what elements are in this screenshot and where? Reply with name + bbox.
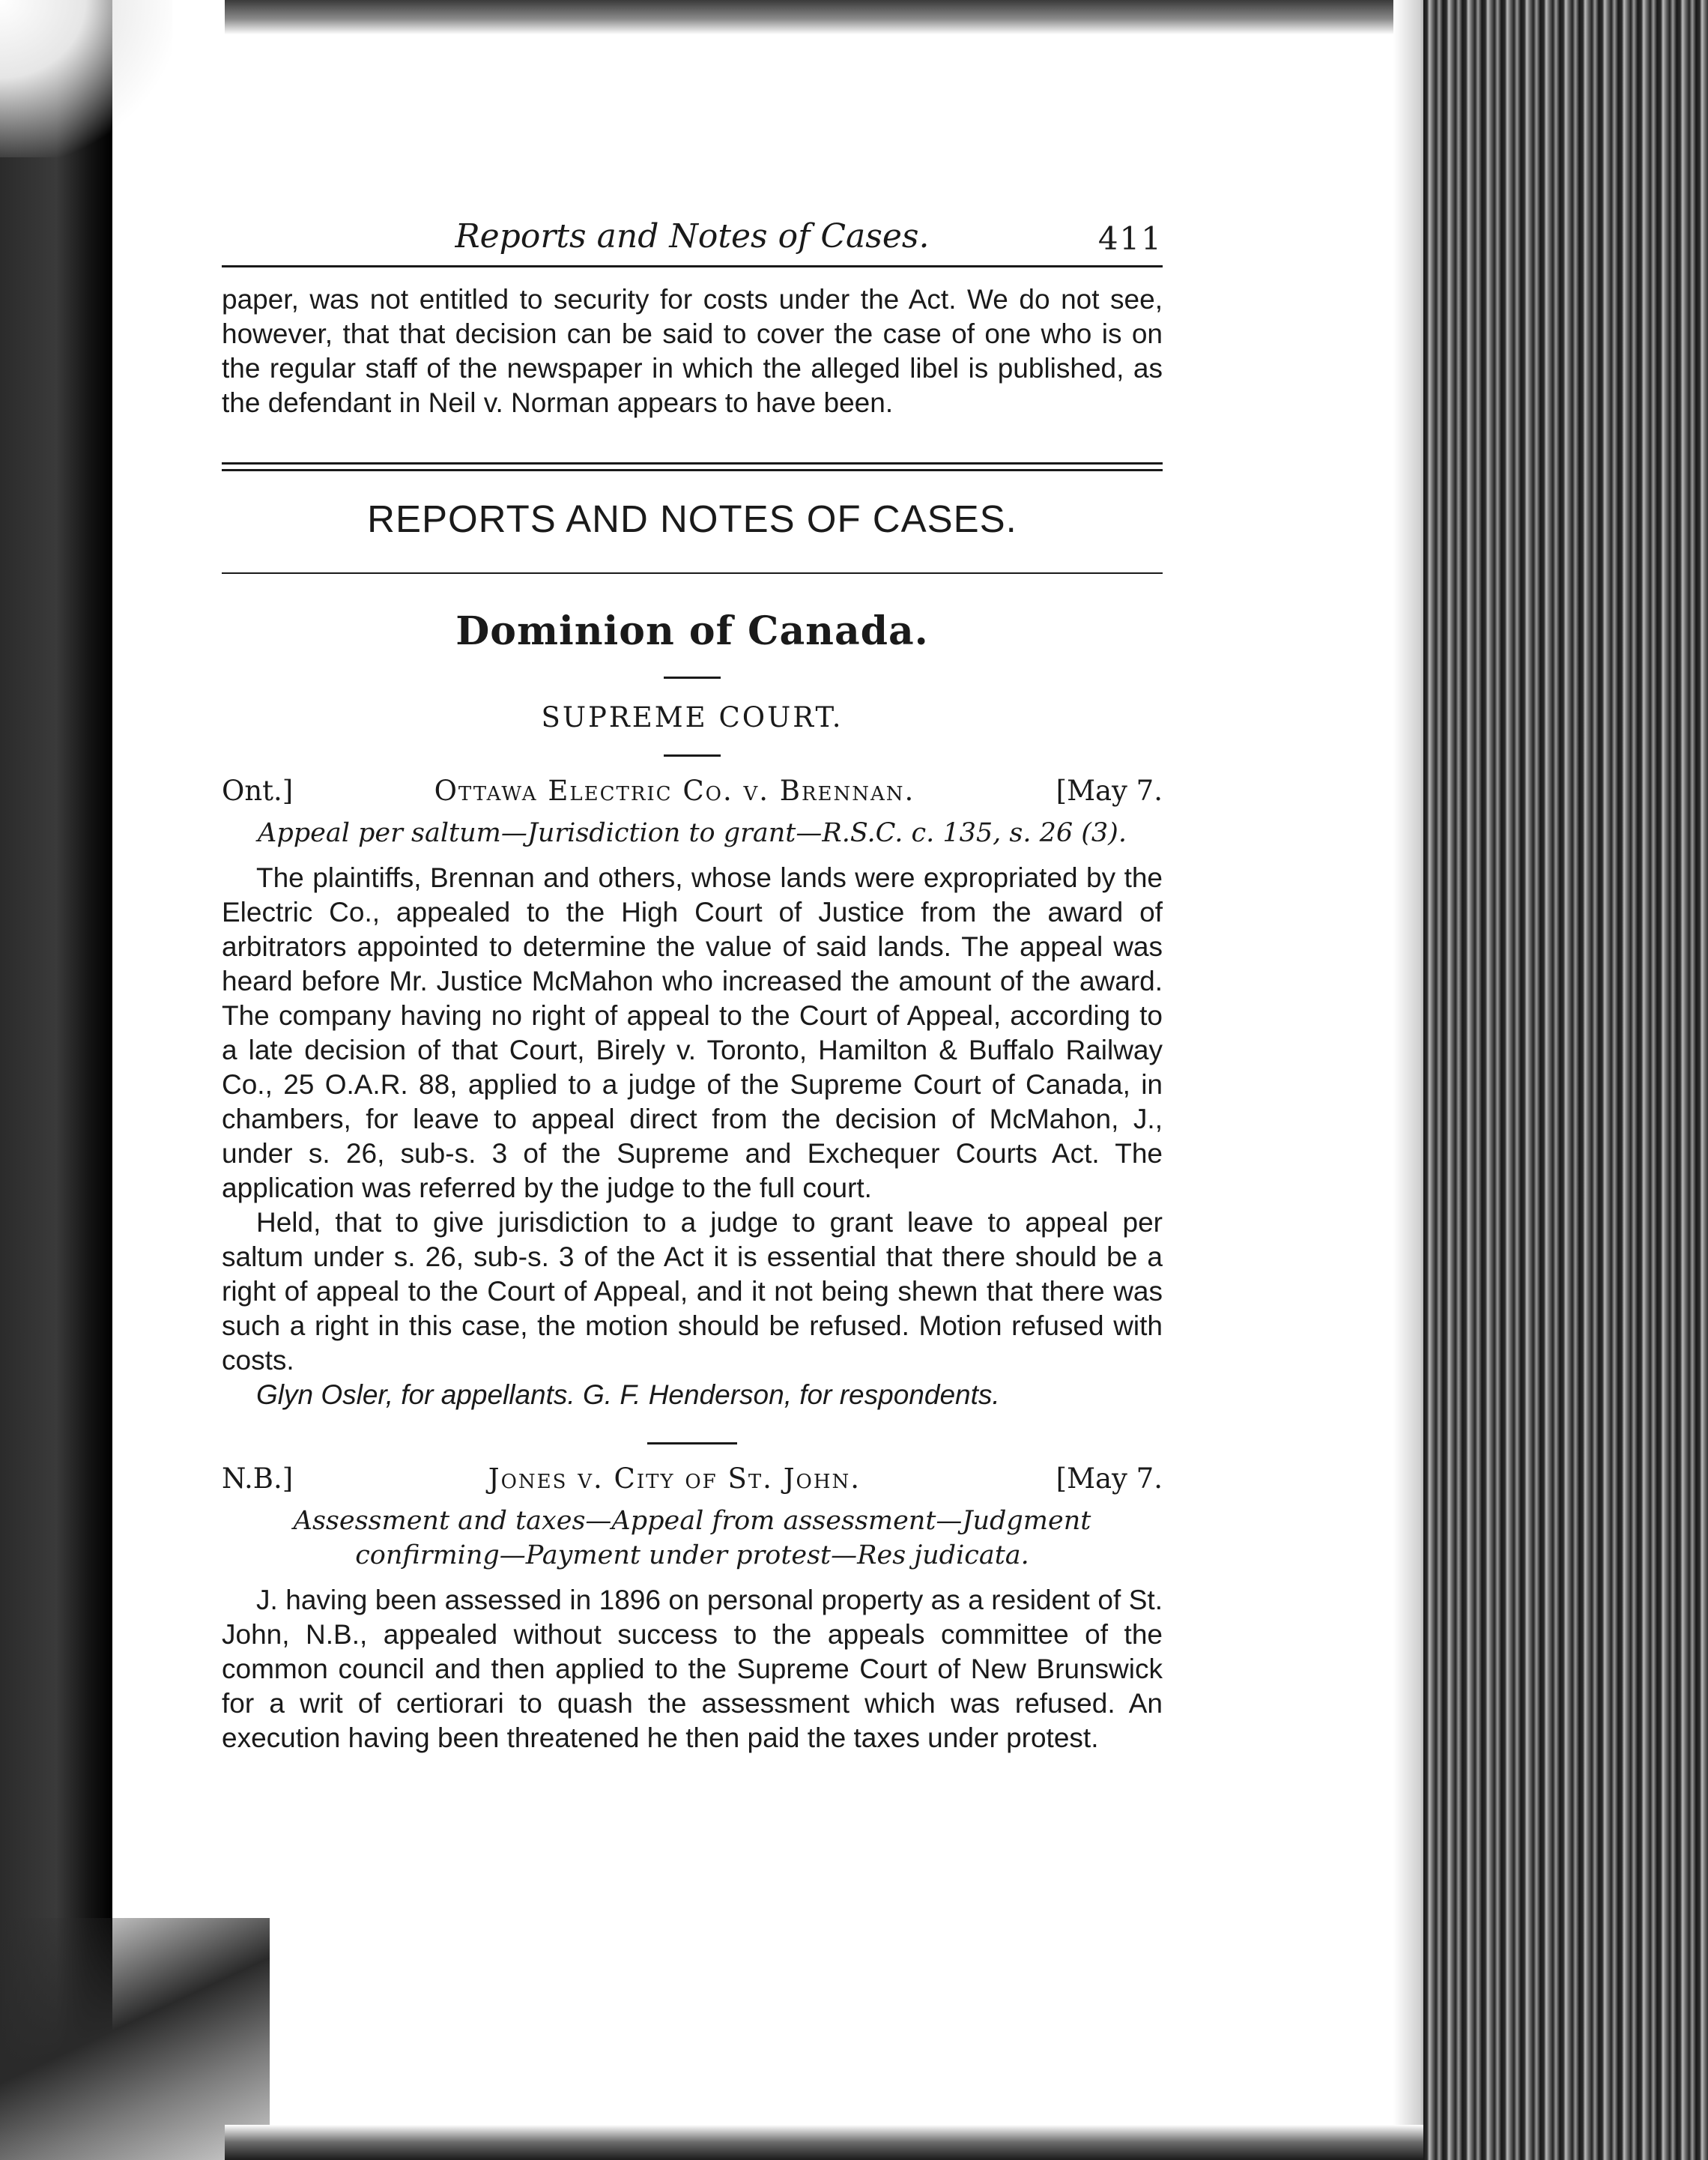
scan-border-bottom [225, 2125, 1423, 2160]
case-entry [222, 775, 1163, 1412]
intro-paragraph: paper, was not entitled to security for costs under the Act. We do not see, however, that that decision can be said to cover the case of one who is on the regular staff of the newspaper in which the alleged libel is published, as the defendant in Neil v. Norman appears to have been. [222, 284, 1163, 418]
page-number: 411 [1097, 220, 1163, 257]
scan-border-left [0, 0, 112, 2160]
case-caption [222, 775, 1163, 807]
running-title: Reports and Notes of Cases. [455, 217, 930, 255]
case-headnote: Assessment and taxes—Appeal from assessment—Judgment confirming—Payment under protest—Res judicata. [293, 1506, 1091, 1570]
case-date: [May 7. [1056, 775, 1163, 807]
case-caption [222, 1462, 1163, 1495]
divider [664, 677, 721, 679]
section-title: REPORTS AND NOTES OF CASES. [367, 497, 1017, 540]
header-rule [222, 265, 1163, 267]
scan-book-spine-right [1423, 0, 1708, 2160]
running-head [222, 217, 1163, 265]
court-heading: SUPREME COURT. [541, 701, 844, 733]
case-entry [222, 1462, 1163, 1755]
scan-corner-top-left [0, 0, 172, 157]
section-double-rule [222, 462, 1163, 471]
divider [647, 1442, 737, 1444]
scan-corner-bottom-left [0, 1918, 270, 2160]
divider [664, 754, 721, 757]
case-headnote: Appeal per saltum—Jurisdiction to grant—R.S.C. c. 135, s. 26 (3). [258, 818, 1127, 848]
case-paragraph: J. having been assessed in 1896 on personal property as a resident of St. John, N.B., appealed without success to the appeals committee of the common council and then applied to the Supreme Court of New Brunswick for a writ of certiorari to quash the assessment which was refused. An execution having been threatened he then paid the taxes under protest. [222, 1585, 1163, 1753]
page-content [222, 217, 1163, 1755]
jurisdiction-heading: Dominion of Canada. [455, 608, 929, 654]
scan-border-top [225, 0, 1483, 34]
case-title: Jones v. City of St. John. [488, 1462, 861, 1495]
section-rule [222, 572, 1163, 574]
case-province: N.B.] [222, 1462, 294, 1495]
case-date: [May 7. [1056, 1462, 1163, 1495]
case-paragraph: Held, that to give jurisdiction to a judge to grant leave to appeal per saltum under s. 26, sub-s. 3 of the Act it is essential that there should be a right of appeal to the Court of Appeal, and it not being shewn that there was such a right in this case, the motion should be refused. Motion refused with costs. [222, 1207, 1163, 1376]
case-province: Ont.] [222, 775, 294, 807]
case-title: Ottawa Electric Co. v. Brennan. [434, 775, 915, 807]
case-counsel: Glyn Osler, for appellants. G. F. Henderson, for respondents. [256, 1379, 1000, 1410]
case-paragraph: The plaintiffs, Brennan and others, whose lands were expropriated by the Electric Co., appealed to the High Court of Justice from the award of arbitrators appointed to determine the value of said lands. The appeal was heard before Mr. Justice McMahon who increased the amount of the award. The company having no right of appeal to the Court of Appeal, according to a late decision of that Court, Birely v. Toronto, Hamilton & Buffalo Railway Co., 25 O.A.R. 88, applied to a judge of the Supreme Court of Canada, in chambers, for leave to appeal direct from the decision of McMahon, J., under s. 26, sub-s. 3 of the Supreme and Exchequer Courts Act. The application was referred by the judge to the full court. [222, 862, 1163, 1203]
